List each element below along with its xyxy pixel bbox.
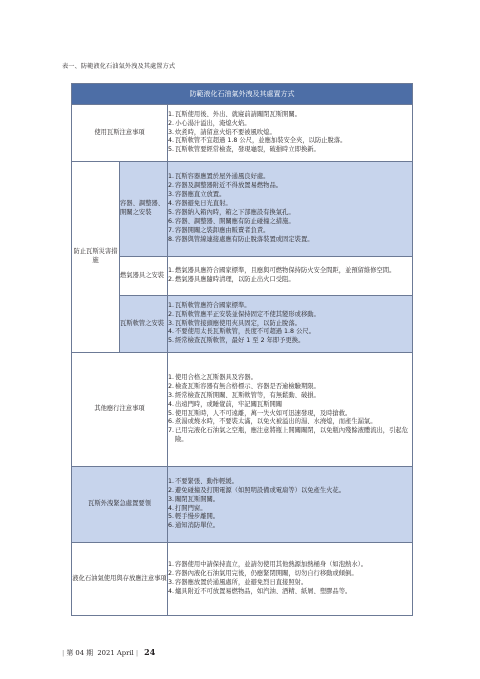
table-title-row [72,84,413,105]
table-row [72,105,413,162]
table-row [72,296,413,353]
gas-safety-table [71,83,413,616]
hose-list [168,302,412,347]
list-item: 6. 通知消防單位。 [168,522,412,531]
list-item: 5. 輕手慢步離開。 [168,513,412,522]
list-item: 8. 容器與管線連接處應有防止脫落裝置或固定裝置。 [168,236,412,245]
list-item: 3. 容器應放置於通風處所，並避免烈日直接照射。 [168,579,412,588]
leak-list-cell [168,467,413,543]
list-item: 2. 檢查瓦斯容器有無合格標示、容器是否逾檢驗期限。 [168,383,412,392]
row-heading-storage: 液化石油氣使用與存放應注意事項 [72,543,168,616]
appliance-list-cell [168,257,413,296]
list-item: 1. 瓦斯容器應置於屋外通風良好處。 [168,173,412,182]
table-caption: 表一、防範液化石油氣外洩及其處置方式 [62,63,176,70]
list-item: 1. 不要緊張、動作輕緩。 [168,478,412,487]
table-row [72,467,413,543]
list-item: 1. 使用合格之瓦斯器具及容器。 [168,374,412,383]
list-item: 5. 容器納入箱內時，箱之下部應設有換氣孔。 [168,209,412,218]
row-heading-other: 其他應行注意事項 [72,353,168,467]
list-item: 4. 打開門窗。 [168,505,412,514]
storage-list-cell [168,543,413,616]
list-item: 1. 瓦斯軟管應符合國家標準。 [168,302,412,311]
list-item: 3. 瓦斯軟管接頭應使用夾具固定，以防止脫落。 [168,320,412,329]
container-list-cell [168,162,413,257]
row-heading-prevent: 防止瓦斯災害措施 [72,162,120,353]
table-row [72,257,413,296]
appliance-list [168,267,412,285]
list-item: 2. 容器及調整器附近不得放置易燃物品。 [168,182,412,191]
list-item: 2. 小心湯汁溢出，淹熄火焰。 [168,120,412,129]
sub-heading-container: 容器、調整器、開關之安裝 [120,162,168,257]
issue-number: 第 04 期 [66,649,94,657]
issue-date: 2021 April [97,649,134,657]
list-item: 2. 瓦斯軟管應平正安裝並保持固定不使其變形或移動。 [168,311,412,320]
leak-list [168,478,412,531]
gas-use-list [168,111,412,156]
sub-heading-appliance: 燃氣器具之安裝 [120,257,168,296]
list-item: 4. 瓦斯軟管不宜超過 1.8 公尺，並應加裝安全夾，以防止脫落。 [168,137,412,146]
list-item: 3. 容器應直立放置。 [168,191,412,200]
list-item: 1. 瓦斯使用後、外出、就寢前請關閉瓦斯開關。 [168,111,412,120]
gas-use-list-cell [168,105,413,162]
list-item: 2. 容器內液化石油氣用完後，仍應緊閉開關，切勿自行移動或傾倒。 [168,570,412,579]
page-footer: | 第 04 期 2021 April | 24 [62,647,156,657]
table-row [72,543,413,616]
table-row [72,353,413,467]
list-item: 7. 容器開關之裝卸應由販賣者負責。 [168,227,412,236]
table-row [72,162,413,257]
list-item: 3. 經常檢查瓦斯開關、瓦斯軟管等，有無鬆動、破損。 [168,392,412,401]
list-item: 5. 經常檢查瓦斯軟管，最好 1 至 2 年即予更換。 [168,337,412,346]
other-list [168,374,412,445]
list-item: 6. 煮湯或燒水時，不要裝太滿，以免火被溢出的湯、水澆熄，而產生漏氣。 [168,418,412,427]
list-item: 2. 燃氣器具應隨時清理，以防止出火口受阻。 [168,276,412,285]
list-item: 4. 不要使用太長瓦斯軟管，長度不可超過 1.8 公尺。 [168,328,412,337]
list-item: 1. 燃氣器具應符合國家標準，且應與可燃物保持防火安全間距，並預留維修空間。 [168,267,412,276]
table-title: 防範液化石油氣外洩及其處置方式 [72,84,413,105]
list-item: 5. 使用瓦斯時，人不可遠離，萬一失火如可迅速發現，及時搶救。 [168,410,412,419]
container-list [168,173,412,244]
list-item: 5. 瓦斯軟管要經常檢查，發現龜裂，破損時立即換新。 [168,146,412,155]
sub-heading-hose: 瓦斯軟管之安裝 [120,296,168,353]
list-item: 3. 炊煮時，請留意火焰不要被風吹熄。 [168,129,412,138]
storage-list [168,561,412,597]
row-heading-gas-use: 使用瓦斯注意事項 [72,105,168,162]
list-item: 4. 出遠門時，或睡覺前，牢記關瓦斯開關 [168,401,412,410]
row-heading-leak: 瓦斯外洩緊急處置要領 [72,467,168,543]
list-item: 7. 已用完液化石油氣之空瓶，應注意將瓶上開關關閉，以免瓶內殘餘液體流出，引起危險。 [168,427,412,445]
page-number: 24 [144,647,156,657]
list-item: 6. 容器、調整器、開關應有防止碰撞之措施。 [168,218,412,227]
list-item: 2. 避免碰撞及打開電源（如照明設備或電扇等）以免產生火花。 [168,487,412,496]
list-item: 4. 爐具附近不可放置易燃物品，如汽油、酒精、紙屑、塑膠品等。 [168,588,412,597]
hose-list-cell [168,296,413,353]
list-item: 1. 容器使用中請保持直立，並請勿使用其他熱源加熱桶身（如泡熱水）。 [168,561,412,570]
list-item: 3. 關閉瓦斯開關。 [168,496,412,505]
list-item: 4. 容器避免日光直射。 [168,200,412,209]
other-list-cell [168,353,413,467]
